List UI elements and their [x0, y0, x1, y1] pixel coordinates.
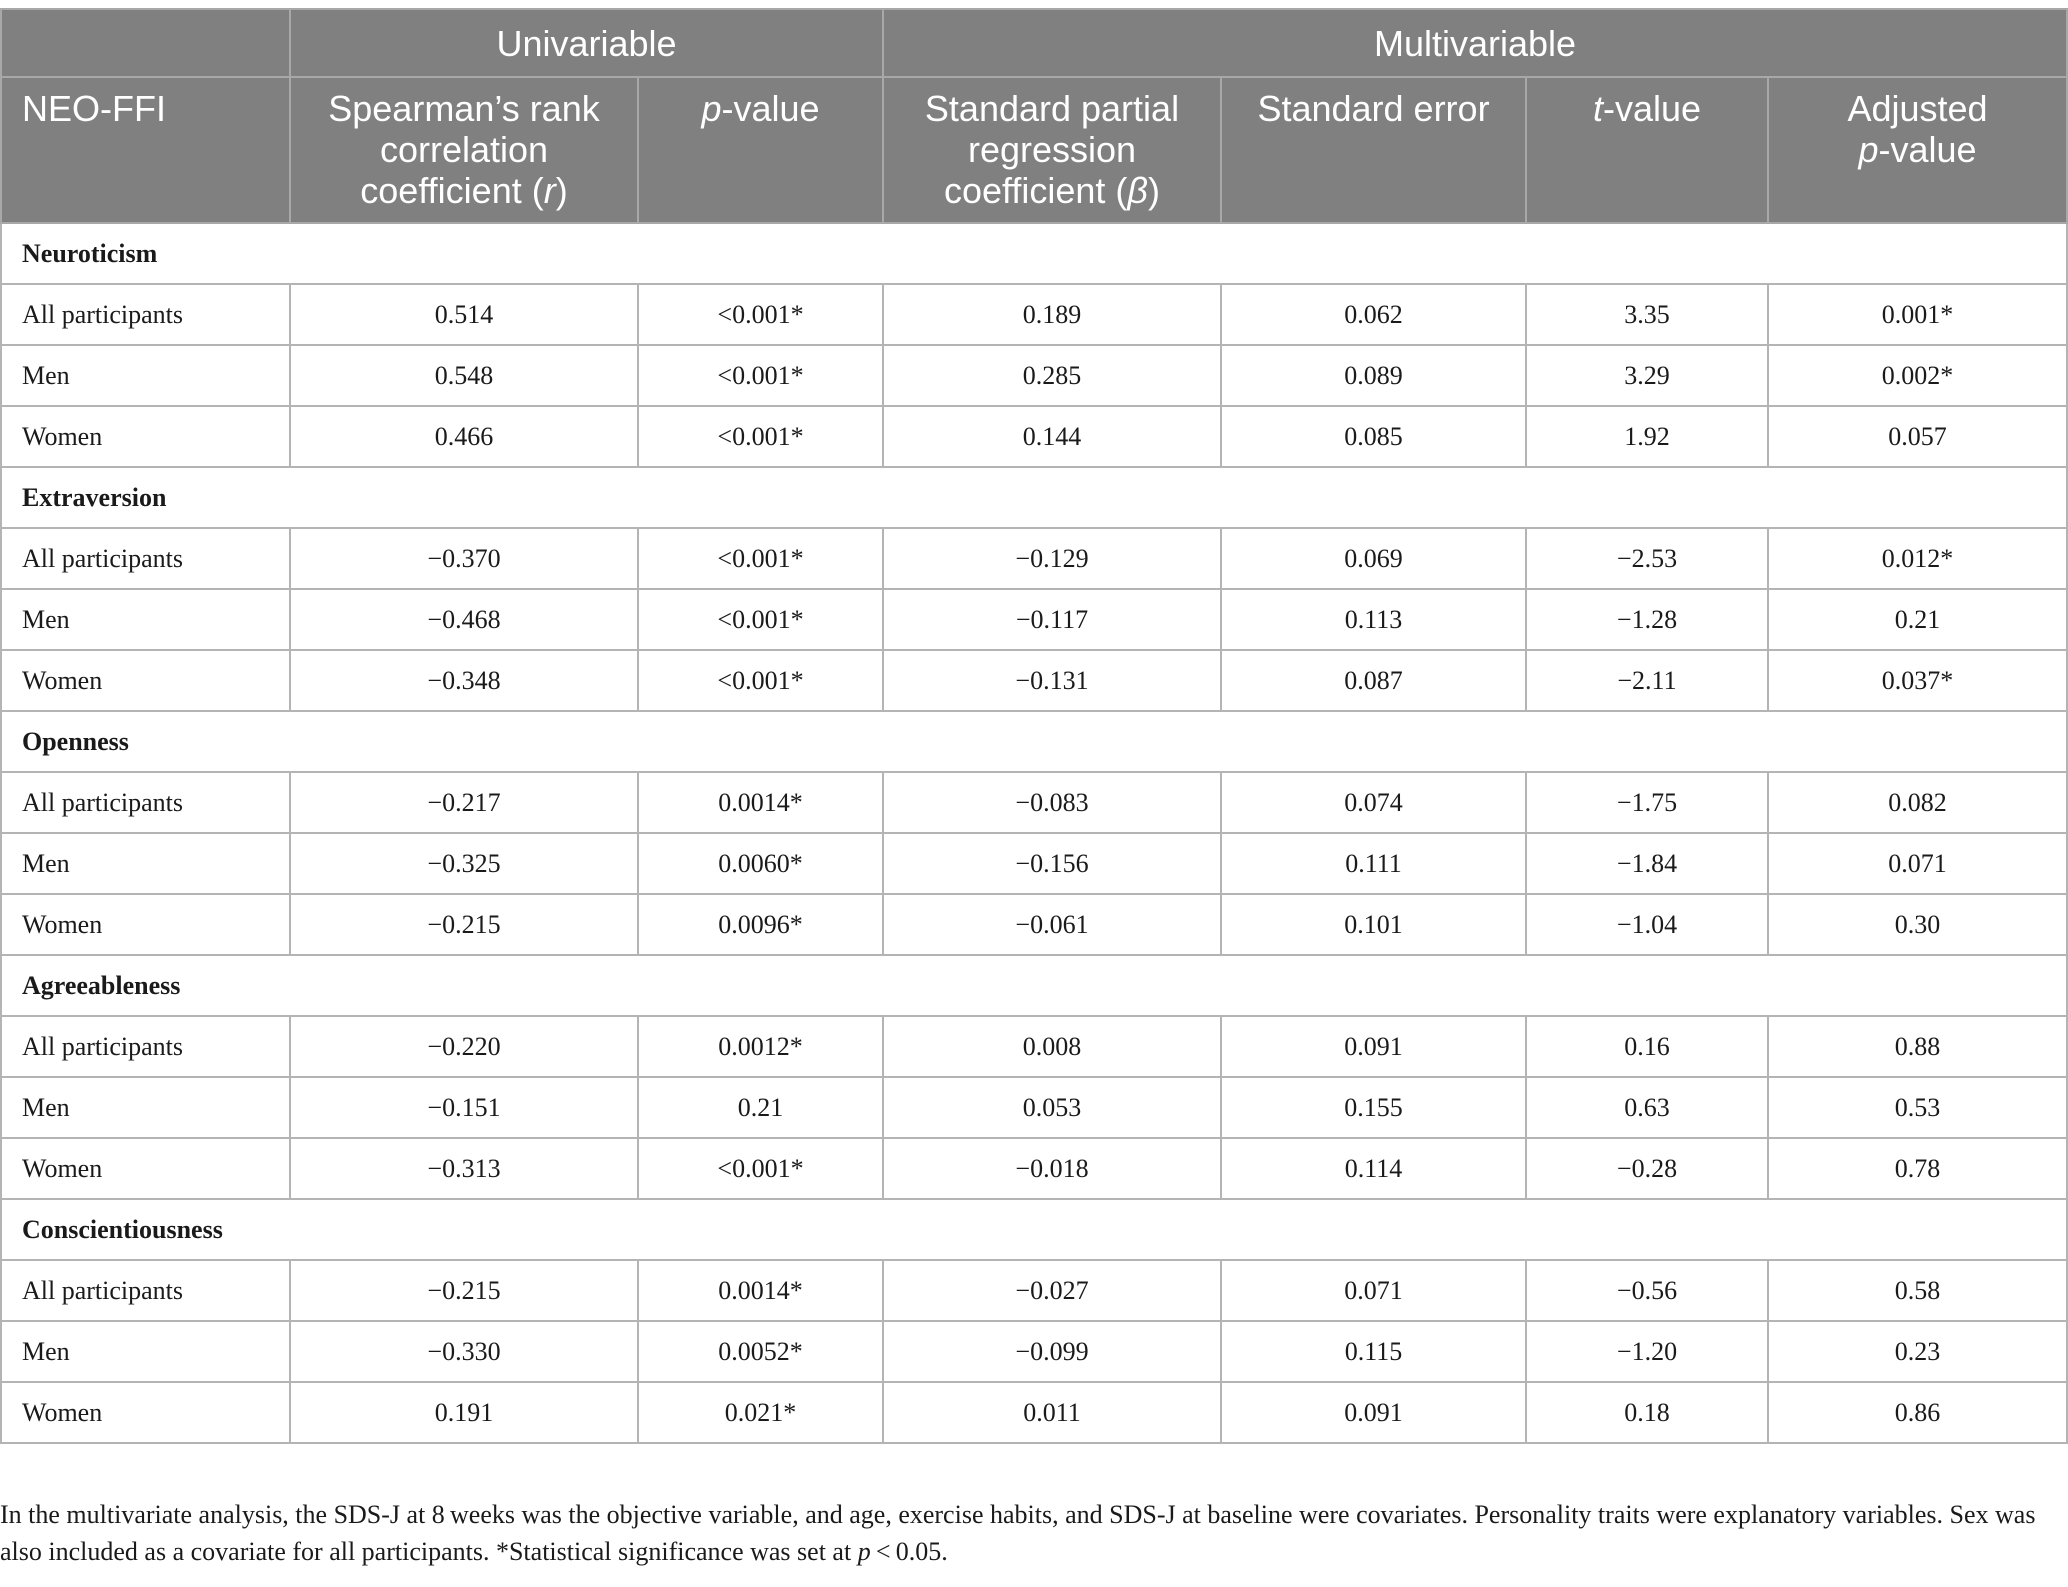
standard-error-cell: 0.074 [1221, 772, 1526, 833]
p-value-cell: 0.0012* [638, 1016, 883, 1077]
section-title: Agreeableness [1, 955, 2067, 1016]
t-value-cell: −1.75 [1526, 772, 1768, 833]
beta-cell: −0.061 [883, 894, 1221, 955]
adjusted-p-value-cell: 0.071 [1768, 833, 2067, 894]
t-value-cell: −2.53 [1526, 528, 1768, 589]
row-label: All participants [1, 1016, 290, 1077]
column-header-spearman: Spearman’s rank correlation coefficient (r) [290, 77, 638, 223]
beta-cell: −0.129 [883, 528, 1221, 589]
section-row [1, 223, 2067, 284]
results-table [0, 8, 2068, 1444]
table-row [1, 589, 2067, 650]
group-header-multivariable: Multivariable [883, 9, 2067, 77]
section-title: Openness [1, 711, 2067, 772]
adjusted-p-value-cell: 0.23 [1768, 1321, 2067, 1382]
row-label: Women [1, 894, 290, 955]
beta-cell: 0.008 [883, 1016, 1221, 1077]
p-value-cell: 0.21 [638, 1077, 883, 1138]
t-value-cell: 0.63 [1526, 1077, 1768, 1138]
t-value-cell: 3.35 [1526, 284, 1768, 345]
t-value-cell: −2.11 [1526, 650, 1768, 711]
t-value-cell: −1.84 [1526, 833, 1768, 894]
beta-cell: 0.189 [883, 284, 1221, 345]
t-value-cell: −1.20 [1526, 1321, 1768, 1382]
p-value-cell: <0.001* [638, 650, 883, 711]
standard-error-cell: 0.114 [1221, 1138, 1526, 1199]
adjusted-p-value-cell: 0.037* [1768, 650, 2067, 711]
footnote-threshold: < 0.05. [870, 1537, 948, 1566]
t-value-cell: 1.92 [1526, 406, 1768, 467]
row-label: Women [1, 650, 290, 711]
p-value-cell: <0.001* [638, 1138, 883, 1199]
group-header-univariable: Univariable [290, 9, 883, 77]
section-title: Neuroticism [1, 223, 2067, 284]
spearman-r-cell: −0.215 [290, 1260, 638, 1321]
standard-error-cell: 0.062 [1221, 284, 1526, 345]
beta-cell: −0.117 [883, 589, 1221, 650]
p-value-cell: 0.0096* [638, 894, 883, 955]
t-value-cell: −1.28 [1526, 589, 1768, 650]
column-header-beta: Standard partial regression coefficient (β) [883, 77, 1221, 223]
table-row [1, 1260, 2067, 1321]
footnote-text: In the multivariate analysis, the SDS-J at 8 weeks was the objective variable, and age, exercise habits, and SDS-J at baseline were covariates. Personality traits were explanatory variables. Sex was also included as a covariate for all participants. *Statistical significance was set at [0, 1500, 2036, 1566]
table-row [1, 284, 2067, 345]
beta-cell: −0.018 [883, 1138, 1221, 1199]
row-label: Men [1, 1077, 290, 1138]
section-row [1, 1199, 2067, 1260]
table-row [1, 345, 2067, 406]
row-label: Women [1, 1382, 290, 1443]
footnote-symbol: p [857, 1537, 871, 1566]
adjusted-p-value-cell: 0.86 [1768, 1382, 2067, 1443]
spearman-r-cell: 0.191 [290, 1382, 638, 1443]
table-row [1, 1138, 2067, 1199]
t-value-cell: 0.16 [1526, 1016, 1768, 1077]
beta-cell: −0.083 [883, 772, 1221, 833]
spearman-r-cell: 0.548 [290, 345, 638, 406]
beta-cell: 0.011 [883, 1382, 1221, 1443]
table-row [1, 528, 2067, 589]
p-value-cell: <0.001* [638, 345, 883, 406]
beta-cell: −0.156 [883, 833, 1221, 894]
p-value-cell: 0.0014* [638, 1260, 883, 1321]
column-header-row [1, 77, 2067, 223]
standard-error-cell: 0.071 [1221, 1260, 1526, 1321]
beta-cell: −0.099 [883, 1321, 1221, 1382]
table-row [1, 1382, 2067, 1443]
adjusted-p-value-cell: 0.88 [1768, 1016, 2067, 1077]
spearman-r-cell: −0.313 [290, 1138, 638, 1199]
spearman-r-cell: −0.215 [290, 894, 638, 955]
row-label: Women [1, 1138, 290, 1199]
row-label: Men [1, 833, 290, 894]
adjusted-p-value-cell: 0.057 [1768, 406, 2067, 467]
adjusted-p-value-cell: 0.53 [1768, 1077, 2067, 1138]
p-value-cell: 0.021* [638, 1382, 883, 1443]
t-value-cell: −1.04 [1526, 894, 1768, 955]
row-label: All participants [1, 284, 290, 345]
p-value-cell: <0.001* [638, 406, 883, 467]
table-row [1, 650, 2067, 711]
table-row [1, 1016, 2067, 1077]
footnote [0, 1496, 2060, 1570]
group-header-blank [1, 9, 290, 77]
adjusted-p-value-cell: 0.30 [1768, 894, 2067, 955]
row-label: Men [1, 345, 290, 406]
adjusted-p-value-cell: 0.002* [1768, 345, 2067, 406]
table-row [1, 1077, 2067, 1138]
row-label: All participants [1, 772, 290, 833]
section-row [1, 711, 2067, 772]
column-header-t-value: t-value [1526, 77, 1768, 223]
beta-cell: 0.144 [883, 406, 1221, 467]
beta-cell: −0.027 [883, 1260, 1221, 1321]
spearman-r-cell: −0.151 [290, 1077, 638, 1138]
p-value-cell: <0.001* [638, 589, 883, 650]
standard-error-cell: 0.113 [1221, 589, 1526, 650]
column-header-neo-ffi: NEO-FFI [1, 77, 290, 223]
spearman-r-cell: −0.348 [290, 650, 638, 711]
beta-cell: 0.053 [883, 1077, 1221, 1138]
beta-cell: 0.285 [883, 345, 1221, 406]
p-value-cell: <0.001* [638, 528, 883, 589]
standard-error-cell: 0.115 [1221, 1321, 1526, 1382]
adjusted-p-value-cell: 0.58 [1768, 1260, 2067, 1321]
spearman-r-cell: −0.325 [290, 833, 638, 894]
section-row [1, 467, 2067, 528]
p-value-cell: 0.0014* [638, 772, 883, 833]
table-header [1, 9, 2067, 223]
section-row [1, 955, 2067, 1016]
row-label: All participants [1, 528, 290, 589]
row-label: Men [1, 589, 290, 650]
row-label: Women [1, 406, 290, 467]
standard-error-cell: 0.087 [1221, 650, 1526, 711]
t-value-cell: −0.56 [1526, 1260, 1768, 1321]
row-label: All participants [1, 1260, 290, 1321]
table-row [1, 1321, 2067, 1382]
standard-error-cell: 0.089 [1221, 345, 1526, 406]
p-value-cell: 0.0052* [638, 1321, 883, 1382]
spearman-r-cell: 0.514 [290, 284, 638, 345]
adjusted-p-value-cell: 0.082 [1768, 772, 2067, 833]
standard-error-cell: 0.155 [1221, 1077, 1526, 1138]
row-label: Men [1, 1321, 290, 1382]
spearman-r-cell: −0.370 [290, 528, 638, 589]
spearman-r-cell: 0.466 [290, 406, 638, 467]
spearman-r-cell: −0.330 [290, 1321, 638, 1382]
adjusted-p-value-cell: 0.001* [1768, 284, 2067, 345]
beta-cell: −0.131 [883, 650, 1221, 711]
adjusted-p-value-cell: 0.21 [1768, 589, 2067, 650]
column-header-standard-error: Standard error [1221, 77, 1526, 223]
section-title: Extraversion [1, 467, 2067, 528]
spearman-r-cell: −0.220 [290, 1016, 638, 1077]
standard-error-cell: 0.069 [1221, 528, 1526, 589]
table-row [1, 894, 2067, 955]
standard-error-cell: 0.101 [1221, 894, 1526, 955]
standard-error-cell: 0.111 [1221, 833, 1526, 894]
section-title: Conscientiousness [1, 1199, 2067, 1260]
standard-error-cell: 0.091 [1221, 1382, 1526, 1443]
p-value-cell: 0.0060* [638, 833, 883, 894]
table-row [1, 772, 2067, 833]
p-value-cell: <0.001* [638, 284, 883, 345]
column-header-adjusted-p-value: Adjusted p-value [1768, 77, 2067, 223]
spearman-r-cell: −0.217 [290, 772, 638, 833]
column-header-p-value: p-value [638, 77, 883, 223]
standard-error-cell: 0.091 [1221, 1016, 1526, 1077]
t-value-cell: −0.28 [1526, 1138, 1768, 1199]
standard-error-cell: 0.085 [1221, 406, 1526, 467]
t-value-cell: 3.29 [1526, 345, 1768, 406]
group-header-row [1, 9, 2067, 77]
adjusted-p-value-cell: 0.012* [1768, 528, 2067, 589]
t-value-cell: 0.18 [1526, 1382, 1768, 1443]
spearman-r-cell: −0.468 [290, 589, 638, 650]
table-body [1, 223, 2067, 1443]
table-row [1, 833, 2067, 894]
adjusted-p-value-cell: 0.78 [1768, 1138, 2067, 1199]
table-row [1, 406, 2067, 467]
